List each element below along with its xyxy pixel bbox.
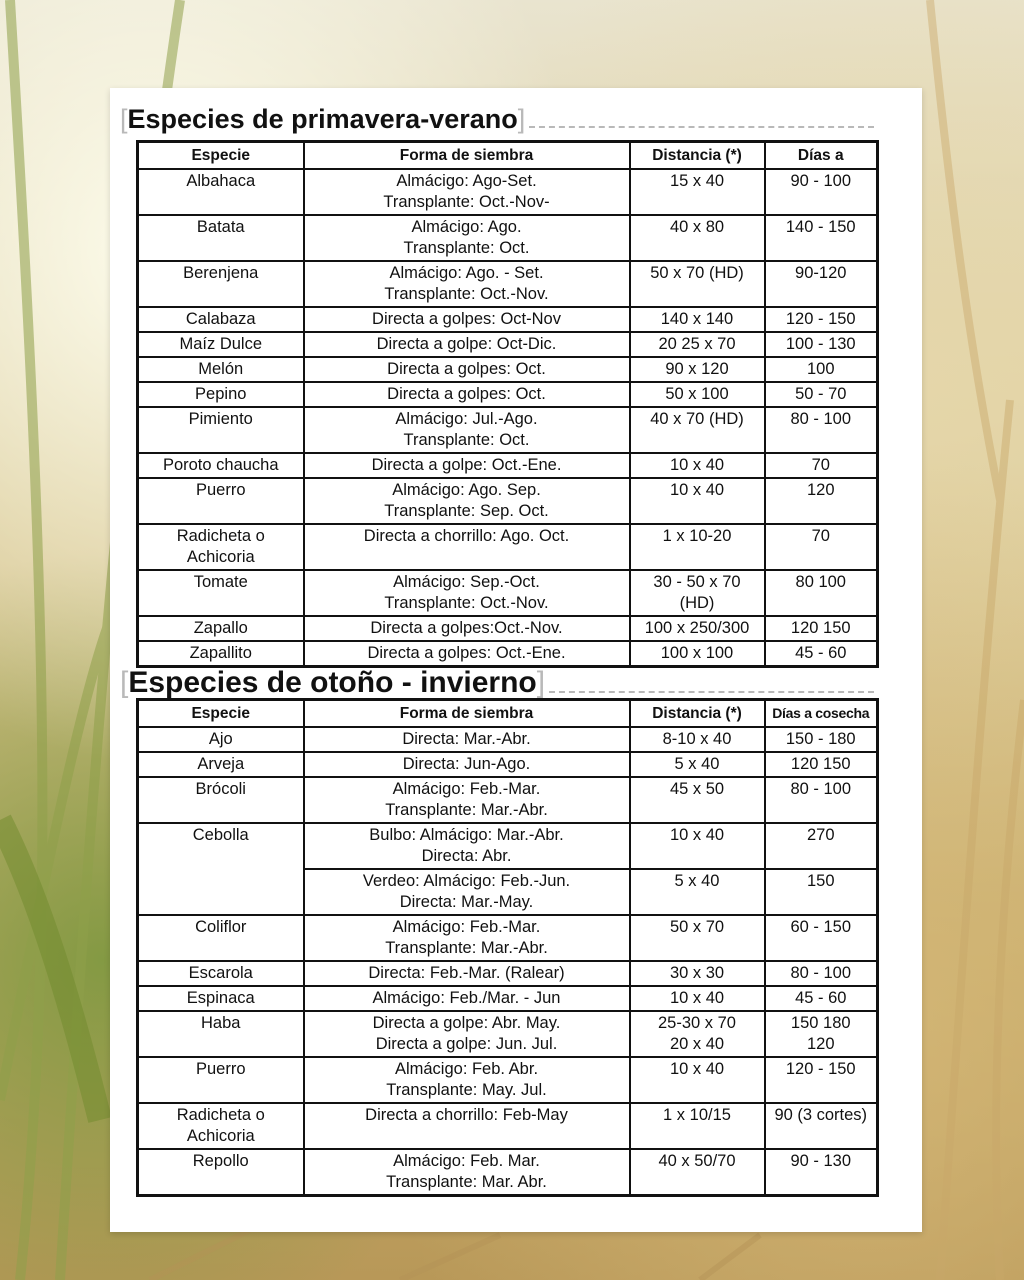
cell-forma (304, 752, 630, 777)
cell-forma (304, 169, 630, 215)
cell-line: Almácigo: Feb./Mar. - Jun (372, 989, 561, 1007)
cell-forma (304, 1149, 630, 1196)
cell-line: Radicheta o (176, 527, 265, 545)
document-card (110, 88, 922, 1232)
cell-line: 100 x 250/300 (644, 619, 750, 637)
cell-especie (138, 727, 304, 752)
cell-line: Directa a golpe: Oct-Dic. (376, 335, 557, 353)
dashed-rule (529, 126, 874, 128)
cell-line: 120 150 (790, 755, 851, 773)
cell-line: Almácigo: Ago. Sep. (392, 481, 541, 499)
table-row (138, 357, 878, 382)
header-forma: Forma de siembra (304, 700, 630, 728)
cell-forma (304, 641, 630, 667)
cell-especie (138, 261, 304, 307)
cell-distancia (630, 641, 765, 667)
cell-dias (765, 869, 878, 915)
cell-line: 90 (3 cortes) (774, 1106, 868, 1124)
cell-line: 80 - 100 (790, 964, 852, 982)
cell-distancia (630, 727, 765, 752)
cell-dias (765, 1057, 878, 1103)
cell-line: 140 x 140 (660, 310, 734, 328)
cell-especie (138, 986, 304, 1011)
cell-line: 5 x 40 (674, 755, 720, 773)
cell-dias (765, 357, 878, 382)
cell-line: Zapallo (193, 619, 248, 637)
cell-line: Directa a chorrillo: Ago. Oct. (363, 527, 570, 545)
cell-line: Repollo (192, 1152, 249, 1170)
cell-line: Directa a chorrillo: Feb-May (365, 1106, 568, 1124)
table-row (138, 1149, 878, 1196)
cell-line: 90 - 100 (790, 172, 852, 190)
cell-line: Directa a golpes: Oct. (387, 385, 546, 403)
cell-line: Maíz Dulce (179, 335, 263, 353)
header-especie: Especie (138, 700, 304, 728)
cell-line: 80 - 100 (790, 410, 852, 428)
table-row (138, 307, 878, 332)
cell-line: Directa a golpe: Abr. May. (372, 1014, 561, 1032)
header-forma: Forma de siembra (304, 142, 630, 170)
cell-line: Batata (196, 218, 245, 236)
open-bracket: [ (120, 104, 128, 134)
cell-line: Coliflor (195, 918, 247, 936)
cell-especie (138, 357, 304, 382)
cell-distancia (630, 777, 765, 823)
table-row (138, 727, 878, 752)
cell-line: Albahaca (186, 172, 256, 190)
cell-line: (HD) (679, 594, 715, 612)
cell-line: Directa a golpe: Jun. Jul. (375, 1035, 558, 1053)
cell-line: Zapallito (189, 644, 252, 662)
cell-line: Escarola (188, 964, 253, 982)
cell-forma (304, 357, 630, 382)
cell-forma (304, 382, 630, 407)
cell-line: Almácigo: Feb.-Mar. (392, 780, 541, 798)
cell-line: Pimiento (188, 410, 253, 428)
cell-line: 20 25 x 70 (658, 335, 736, 353)
cell-line: Transplante: Mar.-Abr. (385, 939, 548, 957)
cell-line: 5 x 40 (674, 872, 720, 890)
cell-line: 30 - 50 x 70 (653, 573, 741, 591)
cell-distancia (630, 169, 765, 215)
header-distancia: Distancia (*) (630, 700, 765, 728)
cell-line: Poroto chaucha (162, 456, 279, 474)
cell-dias (765, 727, 878, 752)
cell-line: Puerro (195, 1060, 246, 1078)
table-row (138, 1011, 878, 1057)
cell-distancia (630, 261, 765, 307)
table-header-row (138, 142, 878, 170)
cell-distancia (630, 524, 765, 570)
cell-line: Almácigo: Feb.-Mar. (392, 918, 541, 936)
cell-dias (765, 616, 878, 641)
table-row (138, 453, 878, 478)
cell-dias (765, 752, 878, 777)
cell-distancia (630, 453, 765, 478)
cell-line: Transplante: Oct.-Nov. (384, 285, 549, 303)
cell-line: 40 x 70 (HD) (650, 410, 744, 428)
cell-dias (765, 261, 878, 307)
cell-line: 270 (806, 826, 835, 844)
cell-line: Transplante: Oct. (403, 431, 530, 449)
cell-line: 90-120 (795, 264, 847, 282)
cell-line: Directa: Mar.-May. (399, 893, 534, 911)
cell-line: Transplante: Mar. Abr. (386, 1173, 547, 1191)
cell-forma (304, 986, 630, 1011)
cell-forma (304, 478, 630, 524)
cell-line: Directa a golpe: Oct.-Ene. (371, 456, 562, 474)
cell-line: 10 x 40 (669, 481, 725, 499)
cell-line: Cebolla (192, 826, 249, 844)
cell-line: 50 - 70 (795, 385, 847, 403)
cell-line: 120 (806, 481, 835, 499)
header-distancia: Distancia (*) (630, 142, 765, 170)
table-row (138, 261, 878, 307)
cell-line: 50 x 100 (665, 385, 729, 403)
cell-line: Berenjena (183, 264, 259, 282)
cell-especie (138, 570, 304, 616)
cell-line: Transplante: Mar.-Abr. (385, 801, 548, 819)
cell-especie (138, 641, 304, 667)
cell-line: Directa: Jun-Ago. (402, 755, 531, 773)
cell-line: 15 x 40 (669, 172, 725, 190)
close-bracket: ] (517, 104, 526, 134)
cell-especie (138, 1011, 304, 1057)
cell-especie (138, 524, 304, 570)
cell-distancia (630, 332, 765, 357)
cell-line: 150 - 180 (785, 730, 856, 748)
cell-line: Directa: Mar.-Abr. (402, 730, 531, 748)
cell-especie (138, 1149, 304, 1196)
cell-dias (765, 641, 878, 667)
table-row (138, 915, 878, 961)
cell-line: 45 x 50 (669, 780, 725, 798)
cell-especie (138, 823, 304, 915)
cell-line: 8-10 x 40 (662, 730, 732, 748)
cell-line: Melón (198, 360, 244, 378)
cell-line: Directa a golpes:Oct.-Nov. (370, 619, 563, 637)
cell-distancia (630, 752, 765, 777)
section-title-autumn-winter (120, 666, 874, 700)
cell-line: 100 x 100 (660, 644, 734, 662)
cell-distancia (630, 986, 765, 1011)
cell-dias (765, 915, 878, 961)
cell-forma (304, 727, 630, 752)
cell-distancia (630, 382, 765, 407)
cell-line: 10 x 40 (669, 989, 725, 1007)
table-row (138, 1057, 878, 1103)
cell-line: 80 - 100 (790, 780, 852, 798)
cell-especie (138, 616, 304, 641)
cell-forma (304, 307, 630, 332)
cell-line: 100 (806, 360, 835, 378)
cell-dias (765, 986, 878, 1011)
cell-line: Transplante: Oct.-Nov. (384, 594, 549, 612)
cell-line: 50 x 70 (669, 918, 725, 936)
cell-line: Directa a golpes: Oct.-Ene. (367, 644, 566, 662)
cell-line: 80 100 (795, 573, 846, 591)
cell-especie (138, 169, 304, 215)
cell-distancia (630, 357, 765, 382)
cell-line: 20 x 40 (669, 1035, 725, 1053)
cell-especie (138, 961, 304, 986)
cell-especie (138, 382, 304, 407)
section-title-spring-summer (120, 104, 874, 135)
cell-especie (138, 307, 304, 332)
cell-line: 25-30 x 70 (658, 1014, 736, 1032)
cell-dias (765, 823, 878, 869)
cell-forma (304, 961, 630, 986)
cell-line: 50 x 70 (HD) (650, 264, 744, 282)
table-row (138, 524, 878, 570)
cell-distancia (630, 407, 765, 453)
cell-line: Brócoli (195, 780, 246, 798)
cell-line: 70 (811, 527, 830, 545)
cell-line: 60 - 150 (790, 918, 852, 936)
cell-especie (138, 752, 304, 777)
cell-especie (138, 407, 304, 453)
table-row (138, 777, 878, 823)
cell-line: Espinaca (186, 989, 255, 1007)
cell-forma (304, 524, 630, 570)
cell-line: Almácigo: Feb. Abr. (394, 1060, 539, 1078)
cell-line: 1 x 10/15 (663, 1106, 731, 1124)
cell-line: Almácigo: Feb. Mar. (393, 1152, 540, 1170)
cell-forma (304, 215, 630, 261)
cell-distancia (630, 1011, 765, 1057)
dashed-rule (549, 691, 874, 693)
cell-dias (765, 1103, 878, 1149)
cell-forma (304, 261, 630, 307)
cell-line: Achicoria (186, 548, 255, 566)
cell-dias (765, 215, 878, 261)
cell-forma (304, 1057, 630, 1103)
table-row (138, 332, 878, 357)
cell-forma (304, 777, 630, 823)
cell-dias (765, 1149, 878, 1196)
table-row (138, 961, 878, 986)
cell-dias (765, 777, 878, 823)
header-especie: Especie (138, 142, 304, 170)
table-row (138, 407, 878, 453)
close-bracket: ] (536, 666, 546, 699)
cell-dias (765, 307, 878, 332)
cell-line: 100 - 130 (785, 335, 856, 353)
cell-line: 120 - 150 (785, 310, 856, 328)
table-spring-summer (136, 140, 879, 668)
cell-especie (138, 453, 304, 478)
cell-dias (765, 524, 878, 570)
cell-line: 90 - 130 (790, 1152, 852, 1170)
cell-line: 10 x 40 (669, 1060, 725, 1078)
table-row (138, 986, 878, 1011)
cell-line: Arveja (197, 755, 245, 773)
cell-line: Almácigo: Jul.-Ago. (395, 410, 538, 428)
cell-line: Transplante: Sep. Oct. (384, 502, 549, 520)
cell-distancia (630, 823, 765, 869)
cell-line: 120 (806, 1035, 835, 1053)
section-title-text: Especies de primavera-verano (127, 104, 518, 134)
cell-dias (765, 453, 878, 478)
table-row (138, 823, 878, 869)
table-row (138, 641, 878, 667)
table-row (138, 616, 878, 641)
table-autumn-winter (136, 698, 879, 1197)
open-bracket: [ (120, 666, 129, 699)
cell-line: Transplante: May. Jul. (386, 1081, 547, 1099)
cell-especie (138, 215, 304, 261)
header-dias: Días a (765, 142, 878, 170)
cell-line: 40 x 80 (669, 218, 725, 236)
cell-forma (304, 823, 630, 869)
cell-forma (304, 407, 630, 453)
cell-line: 120 150 (790, 619, 851, 637)
cell-line: 45 - 60 (795, 644, 847, 662)
table-row (138, 215, 878, 261)
cell-forma (304, 332, 630, 357)
cell-distancia (630, 1103, 765, 1149)
cell-dias (765, 382, 878, 407)
cell-dias (765, 1011, 878, 1057)
cell-line: Achicoria (186, 1127, 255, 1145)
cell-line: 10 x 40 (669, 826, 725, 844)
cell-especie (138, 1057, 304, 1103)
cell-distancia (630, 1149, 765, 1196)
cell-line: Verdeo: Almácigo: Feb.-Jun. (362, 872, 571, 890)
cell-distancia (630, 478, 765, 524)
cell-line: 120 - 150 (785, 1060, 856, 1078)
cell-dias (765, 407, 878, 453)
cell-distancia (630, 215, 765, 261)
cell-especie (138, 332, 304, 357)
cell-line: Tomate (193, 573, 248, 591)
cell-forma (304, 570, 630, 616)
cell-line: Almácigo: Sep.-Oct. (393, 573, 540, 591)
cell-line: 150 180 (790, 1014, 851, 1032)
cell-line: Directa a golpes: Oct. (387, 360, 546, 378)
cell-especie (138, 478, 304, 524)
cell-forma (304, 616, 630, 641)
table-body (138, 169, 878, 667)
cell-line: Directa: Abr. (421, 847, 512, 865)
cell-distancia (630, 869, 765, 915)
table-row (138, 382, 878, 407)
section-title-text: Especies de otoño - invierno (128, 666, 537, 699)
cell-distancia (630, 961, 765, 986)
cell-line: Directa: Feb.-Mar. (Ralear) (368, 964, 565, 982)
cell-dias (765, 332, 878, 357)
cell-especie (138, 777, 304, 823)
cell-line: Calabaza (185, 310, 256, 328)
table-header-row (138, 700, 878, 728)
cell-line: Almácigo: Ago. - Set. (389, 264, 544, 282)
cell-line: Transplante: Oct. (403, 239, 530, 257)
cell-especie (138, 915, 304, 961)
cell-dias (765, 961, 878, 986)
cell-line: Haba (201, 1014, 241, 1032)
cell-dias (765, 169, 878, 215)
cell-distancia (630, 915, 765, 961)
cell-distancia (630, 1057, 765, 1103)
table-row (138, 570, 878, 616)
cell-line: Radicheta o (176, 1106, 265, 1124)
cell-especie (138, 1103, 304, 1149)
cell-forma (304, 453, 630, 478)
cell-line: Transplante: Oct.-Nov- (383, 193, 550, 211)
cell-distancia (630, 616, 765, 641)
cell-line: 45 - 60 (795, 989, 847, 1007)
cell-line: 150 (806, 872, 835, 890)
cell-forma (304, 915, 630, 961)
cell-dias (765, 570, 878, 616)
cell-line: 70 (811, 456, 830, 474)
cell-distancia (630, 570, 765, 616)
cell-line: Ajo (208, 730, 233, 748)
table-row (138, 1103, 878, 1149)
cell-forma (304, 1103, 630, 1149)
cell-line: Almácigo: Ago-Set. (396, 172, 537, 190)
cell-forma (304, 1011, 630, 1057)
cell-dias (765, 478, 878, 524)
cell-line: Almácigo: Ago. (411, 218, 522, 236)
cell-line: Bulbo: Almácigo: Mar.-Abr. (369, 826, 564, 844)
cell-line: 140 - 150 (785, 218, 856, 236)
cell-line: Pepino (195, 385, 247, 403)
cell-line: 90 x 120 (665, 360, 729, 378)
cell-line: 1 x 10-20 (662, 527, 732, 545)
table-row (138, 752, 878, 777)
cell-line: 10 x 40 (669, 456, 725, 474)
cell-distancia (630, 307, 765, 332)
table-row (138, 478, 878, 524)
cell-line: 30 x 30 (669, 964, 725, 982)
cell-forma (304, 869, 630, 915)
table-row (138, 169, 878, 215)
cell-line: Directa a golpes: Oct-Nov (372, 310, 561, 328)
cell-line: Puerro (195, 481, 246, 499)
table-body (138, 727, 878, 1196)
cell-line: 40 x 50/70 (658, 1152, 736, 1170)
header-dias: Días a cosecha (765, 700, 878, 728)
